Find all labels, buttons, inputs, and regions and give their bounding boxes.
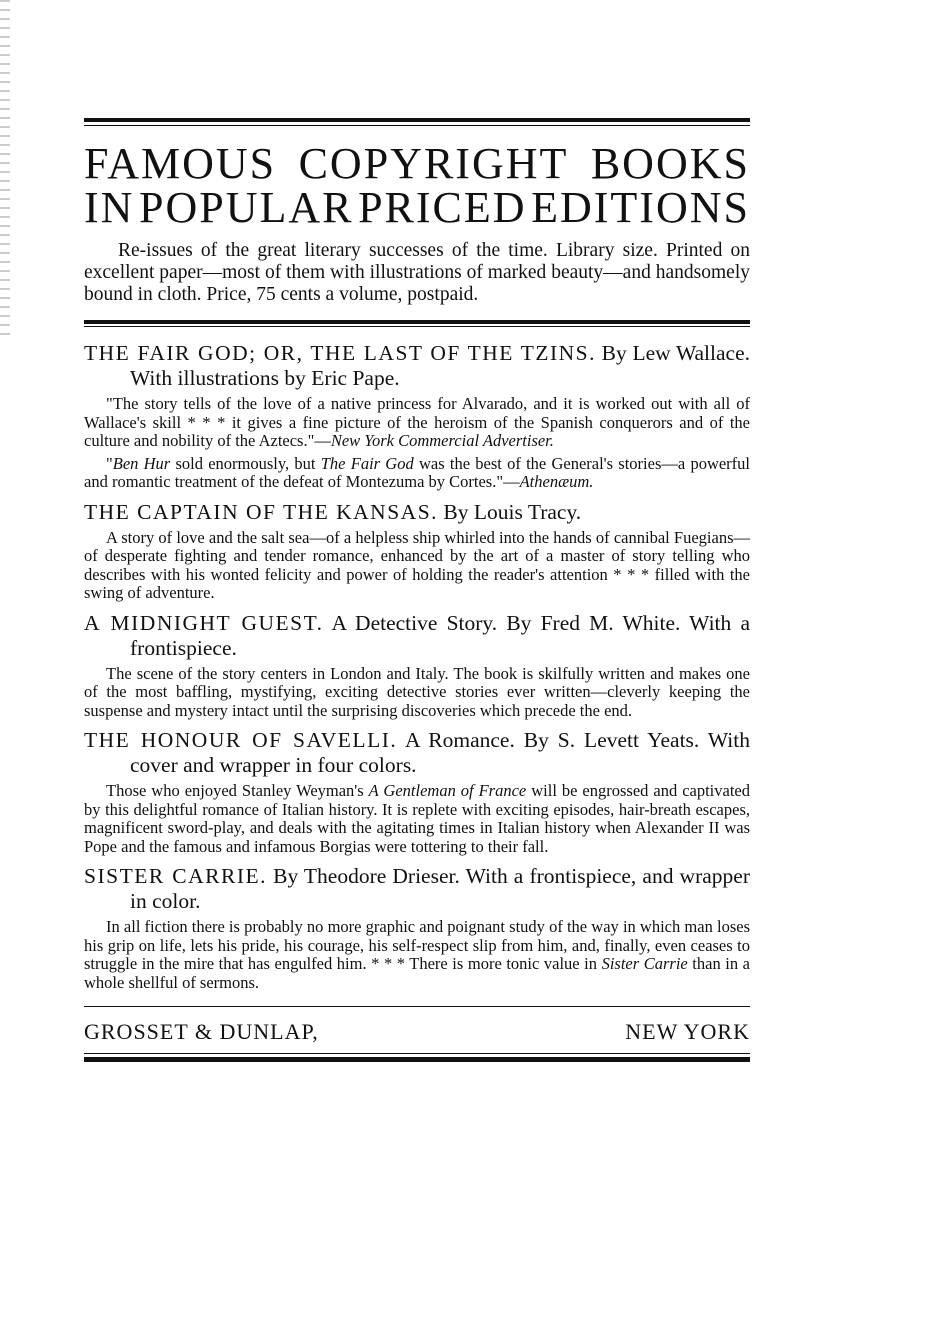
review-text: sold enormously, but [170,453,321,473]
book-title: THE CAPTAIN OF THE KANSAS. [84,499,439,524]
publisher-name: GROSSET & DUNLAP, [84,1019,319,1044]
book-description [84,918,750,992]
book-description [84,782,750,856]
headline-word: IN [84,183,135,232]
book-entry-midnight-guest [84,611,750,721]
rule-thin [84,1053,750,1054]
book-byline: By Lew Wallace. With illustrations by Eric Pape. [130,341,751,390]
book-byline: A Detective Story. By Fred M. White. With a frontispiece. [130,610,750,660]
headline-word: BOOKS [590,139,750,188]
book-title: A MIDNIGHT GUEST. [84,610,324,635]
book-entry-sister-carrie [84,864,750,992]
book-heading [84,728,750,778]
book-title: THE FAIR GOD; OR, THE LAST OF THE TZINS. [84,341,596,365]
scan-margin-marks [0,0,10,340]
rule-thick [84,320,750,324]
top-rules [84,118,750,126]
book-heading [84,611,750,661]
book-review [84,455,750,492]
headline-line-1 [84,139,750,188]
book-byline: By Theodore Drieser. With a frontispiece, and wrapper in color. [130,864,750,913]
book-heading [84,864,750,914]
headline-line-2 [84,183,750,232]
description-text: than in a whole shellful of sermons. [84,954,751,992]
book-title: SISTER CARRIE. [84,864,267,888]
rule-thin [84,125,750,126]
book-heading [84,500,750,525]
description-text: In all fiction there is probably no more graphic and poignant study of the way in which man loses his grip on life, lets his pride, his courage, his self-respect slip from him, and, finally, even ceases to struggle in the mire that has engulfed him. * * * There is more tonic value in [84,917,750,973]
book-entry-honour-savelli [84,728,750,856]
book-review [84,395,750,451]
advertisement-page [84,118,750,1062]
book-entry-fair-god [84,341,750,492]
description-text: will be engrossed and captivated by this delightful romance of Italian history. It is replete with exciting episodes, hair-breath escapes, magnificent sword-play, and deals with the agitating times in Italian history when Alexander II was Pope and the famous and infamous Borgias were tottering to their fall. [84,781,750,856]
review-emphasis: Ben Hur [112,453,171,473]
description-emphasis: Sister Carrie [601,954,688,973]
review-source: Athenæum. [519,472,594,491]
review-text: was the best of the General's stories—a powerful and romantic treatment of the defeat of Montezuma by Cortes."— [84,453,751,491]
publisher-footer [84,1006,750,1045]
rule-thick [84,1057,750,1062]
review-source: New York Commercial Advertiser. [330,431,554,450]
review-emphasis: The Fair God [320,453,414,473]
book-heading [84,341,750,391]
book-description: The scene of the story centers in London and Italy. The book is skilfully written and makes one of the most baffling, mystifying, exciting detective stories ever written—cleverly keeping the suspense and mystery intact until the surprising discoveries which precede the end. [84,663,750,720]
bottom-rules [84,1053,750,1062]
description-text: Those who enjoyed Stanley Weyman's [106,781,369,800]
review-text: " [106,453,113,473]
book-entry-captain-kansas [84,500,750,603]
intro-paragraph: Re-issues of the great literary successes of the time. Library size. Printed on excellent paper—most of them with illustrations of marked beauty—and handsomely bound in cloth. Price, 75 cents a volume, postpaid. [84,240,750,305]
book-byline: A Romance. By S. Levett Yeats. With cover and wrapper in four colors. [130,728,750,777]
headline-word: COPYRIGHT [298,139,569,188]
review-text: "The story tells of the love of a native princess for Alvarado, and it is worked out with all of Wallace's skill * * * it gives a fine picture of the heroism of the Spanish conquerors and of the culture and nobility of the Aztecs."— [84,394,750,450]
book-byline: By Louis Tracy. [443,499,582,524]
headline-word: FAMOUS [84,139,277,188]
book-title: THE HONOUR OF SAVELLI. [84,728,398,752]
section-separator [84,320,750,327]
description-emphasis: A Gentleman of France [368,781,527,800]
book-description: A story of love and the salt sea—of a helpless ship whirled into the hands of cannibal Fuegians—of desperate fighting and tender romance, enhanced by the art of a master of story telling who describes with his wonted felicity and power of holding the reader's attention * * * filled with the swing of adventure. [84,527,750,602]
publisher-city: NEW YORK [625,1019,750,1044]
rule-thick [84,118,750,122]
rule-thin [84,326,750,327]
headline-word: EDITIONS [531,183,750,232]
headline-word: POPULAR [139,183,354,232]
headline-word: PRICED [358,183,527,232]
